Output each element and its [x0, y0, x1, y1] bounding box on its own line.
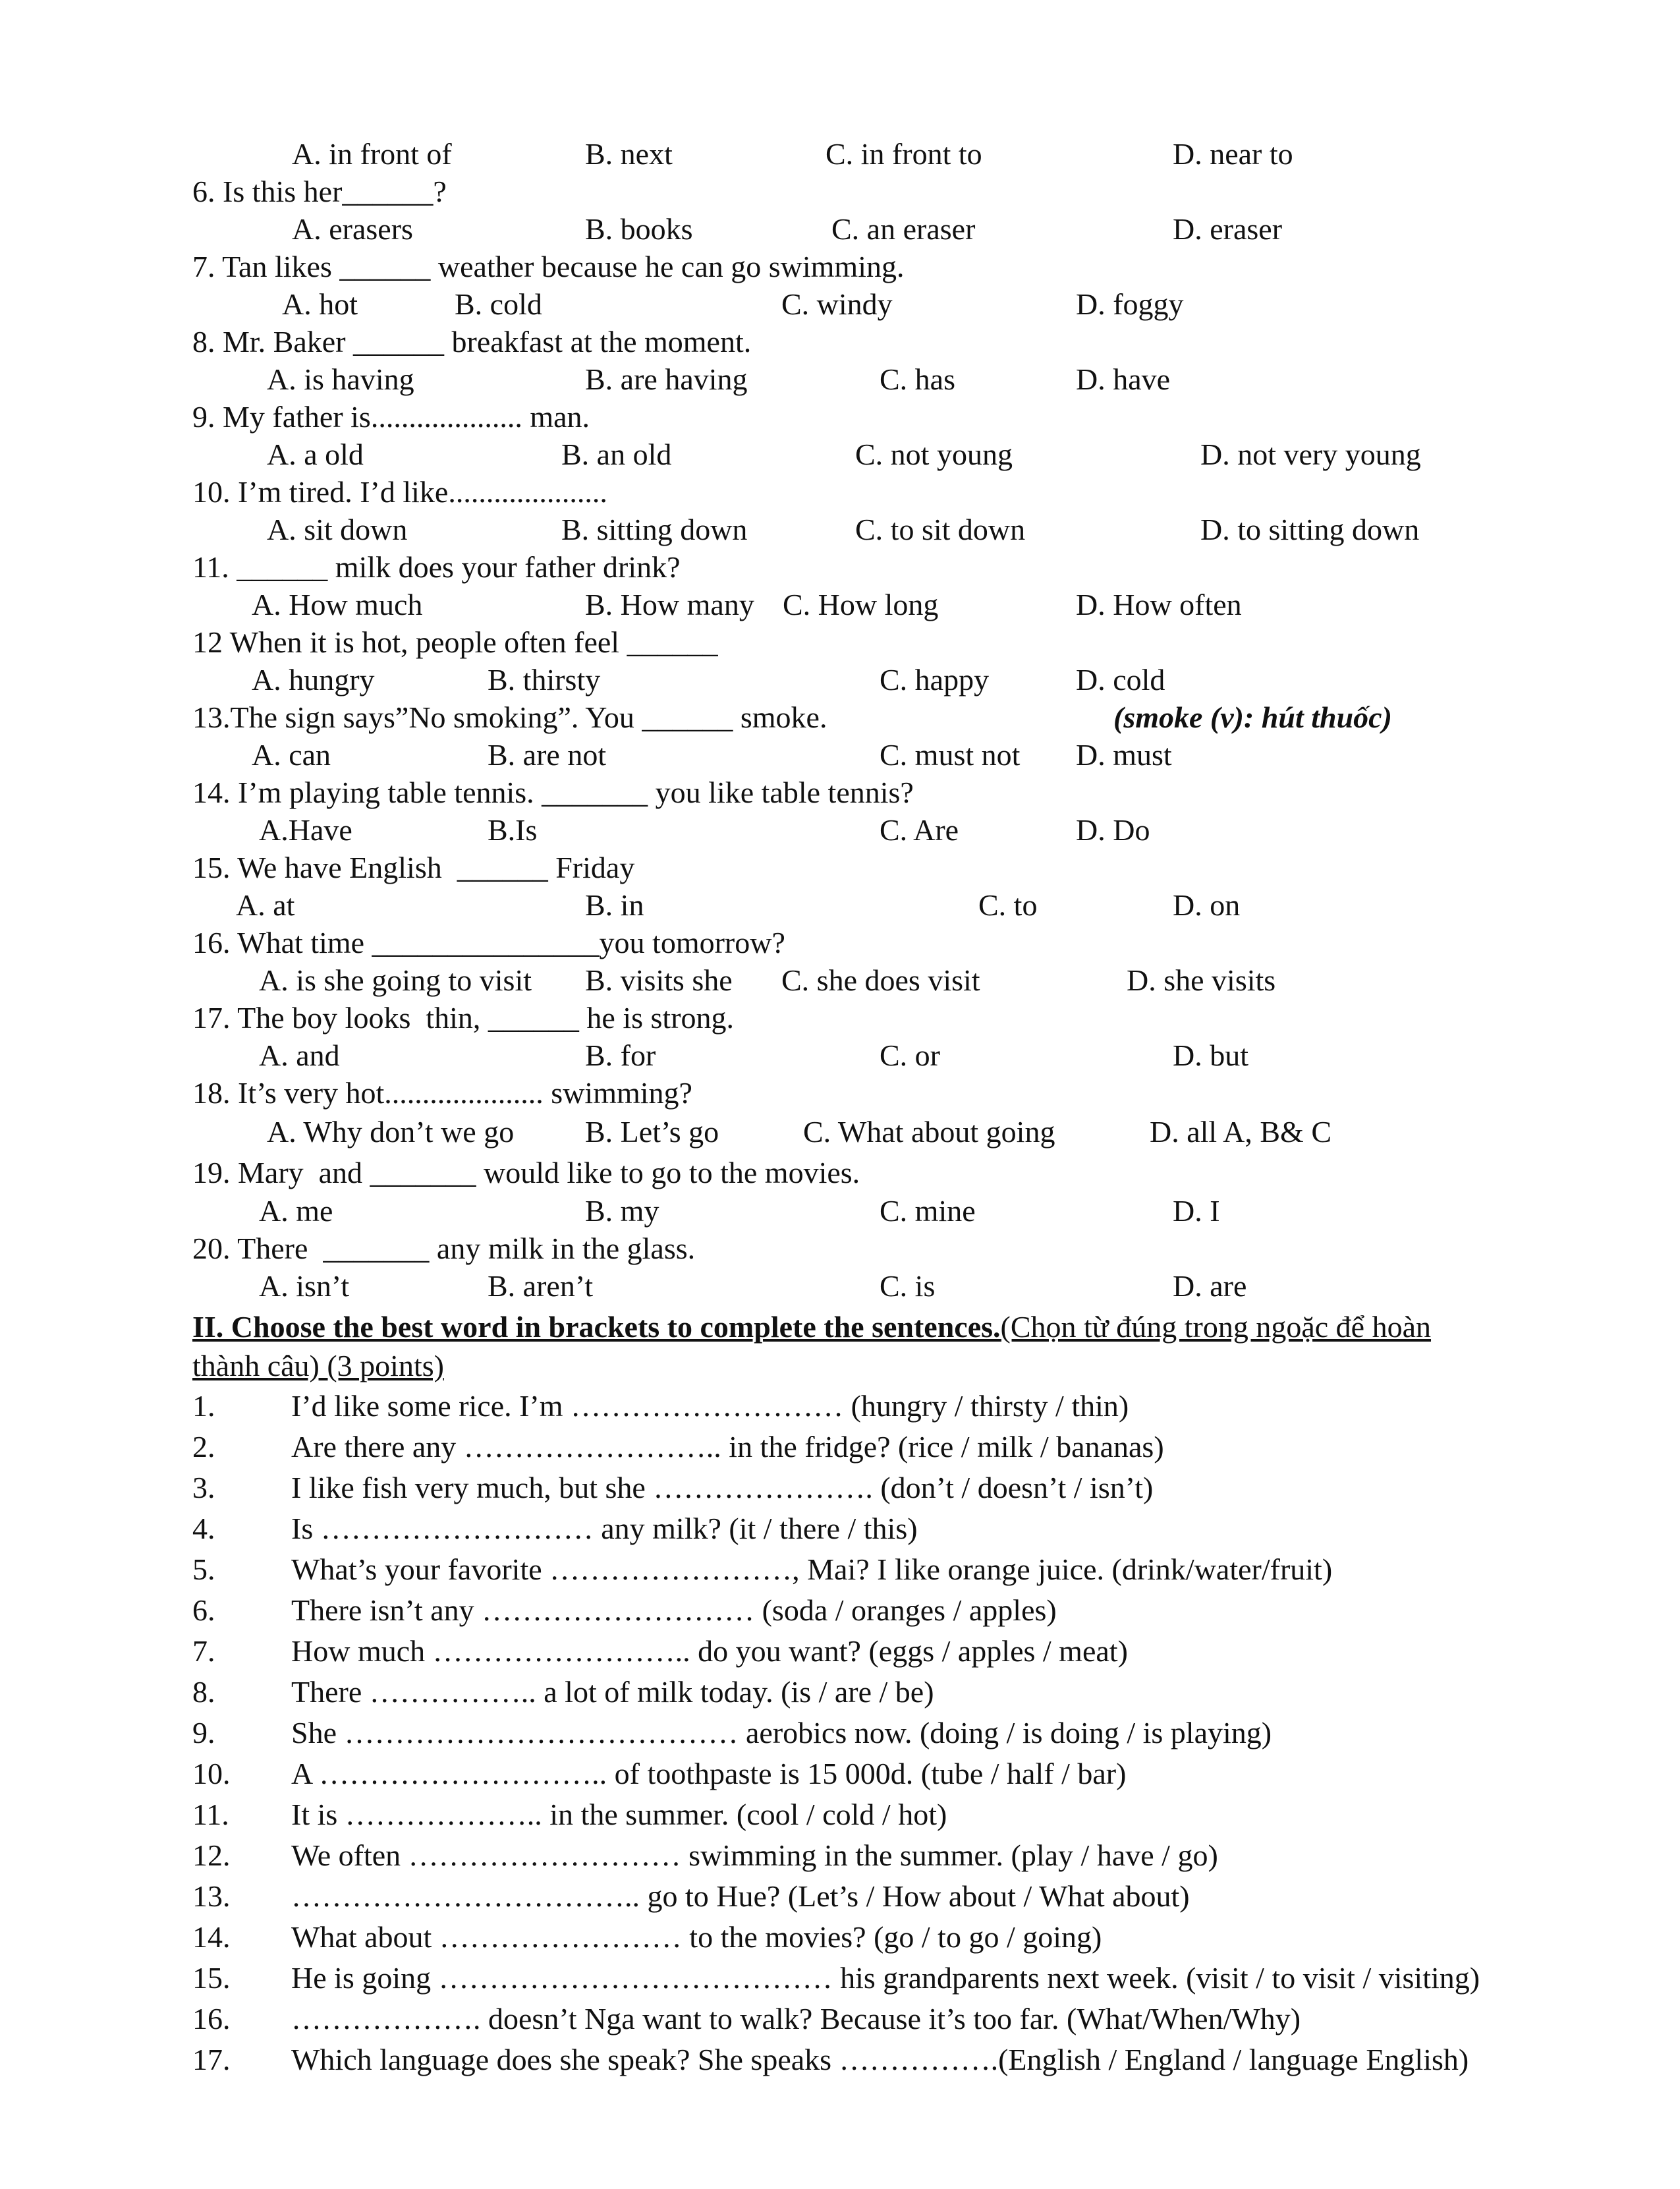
item-number: 10.	[192, 1757, 231, 1790]
list-item	[0, 1429, 1680, 1465]
option-d: D. foggy	[1076, 287, 1184, 321]
question-stem: 14. I’m playing table tennis. _______ you like table tennis?	[192, 776, 914, 809]
question-options	[0, 511, 1680, 548]
question-stem: 19. Mary and _______ would like to go to the movies.	[192, 1156, 860, 1189]
option-c: C. not young	[855, 438, 1013, 471]
option-c: C. How long	[783, 588, 939, 621]
list-item	[0, 1960, 1680, 1997]
option-d: D. cold	[1076, 663, 1165, 696]
list-item	[0, 1592, 1680, 1629]
list-item	[0, 2001, 1680, 2037]
question-stem: 10. I’m tired. I’d like.....................	[192, 475, 607, 509]
option-c: C. she does visit	[781, 963, 980, 997]
item-text: ………………. doesn’t Nga want to walk? Because it’s too far. (What/When/Why)	[291, 2002, 1301, 2035]
question-stem: 20. There _______ any milk in the glass.	[192, 1232, 696, 1265]
list-item	[0, 1878, 1680, 1915]
option-a: A. hot	[282, 287, 358, 321]
option-b: B.Is	[488, 813, 538, 847]
option-a: A. sit down	[267, 513, 408, 546]
question-options	[0, 211, 1680, 248]
option-d: D. on	[1173, 888, 1241, 922]
option-b: B. my	[585, 1194, 659, 1228]
question-options	[0, 737, 1680, 774]
item-text: What’s your favorite ……………………, Mai? I like orange juice. (drink/water/fruit)	[291, 1552, 1333, 1586]
question-options	[0, 662, 1680, 698]
option-b: B. in	[585, 888, 644, 922]
list-item	[0, 1551, 1680, 1588]
option-b: B. an old	[561, 438, 672, 471]
question-stem: 15. We have English ______ Friday	[192, 851, 635, 884]
section-heading-cont	[0, 1348, 1680, 1384]
question-options	[0, 962, 1680, 999]
item-number: 16.	[192, 2002, 231, 2035]
question-options	[0, 1268, 1680, 1305]
item-number: 8.	[192, 1675, 215, 1709]
option-c: C. What about going	[803, 1115, 1055, 1149]
question-stem: 13.The sign says”No smoking”. You ______ smoke. (smoke (v): hút thuốc)	[0, 699, 1680, 736]
item-text: I’d like some rice. I’m ……………………… (hungry / thirsty / thin)	[291, 1389, 1129, 1423]
option-d: D. eraser	[1173, 212, 1283, 246]
option-a: A. and	[259, 1038, 340, 1072]
question-stem: 18. It’s very hot..................... swimming?	[192, 1076, 692, 1110]
item-number: 12.	[192, 1838, 231, 1872]
option-d: D. I	[1173, 1194, 1220, 1228]
question-options	[0, 887, 1680, 924]
section-points: thành câu) (3 points)	[192, 1349, 444, 1382]
option-d: D. must	[1076, 738, 1172, 772]
option-d: D. but	[1173, 1038, 1248, 1072]
item-number: 2.	[192, 1430, 215, 1464]
item-number: 4.	[192, 1512, 215, 1545]
item-number: 11.	[192, 1798, 229, 1831]
item-text: There isn’t any ……………………… (soda / oranges / apples)	[291, 1593, 1057, 1627]
option-b: B. thirsty	[488, 663, 601, 696]
list-item	[0, 1469, 1680, 1506]
option-a: A. is she going to visit	[259, 963, 532, 997]
list-item	[0, 1796, 1680, 1833]
question-stem: 16. What time _______________you tomorrow?	[192, 926, 785, 959]
section-heading	[0, 1309, 1680, 1346]
option-a: A. at	[236, 888, 295, 922]
option-b: B. aren’t	[488, 1269, 594, 1303]
option-c: C. mine	[880, 1194, 976, 1228]
item-number: 1.	[192, 1389, 215, 1423]
item-number: 17.	[192, 2043, 231, 2076]
option-c: C. to	[978, 888, 1038, 922]
option-d: D. she visits	[1127, 963, 1276, 997]
option-d: D. not very young	[1200, 438, 1421, 471]
question-options	[0, 812, 1680, 849]
section-subtitle: (Chọn từ đúng trong ngoặc để hoàn	[1000, 1310, 1432, 1344]
item-text: What about …………………… to the movies? (go / to go / going)	[291, 1920, 1102, 1954]
item-text: We often ……………………… swimming in the summer. (play / have / go)	[291, 1838, 1218, 1872]
list-item	[0, 1919, 1680, 1956]
option-c: C. to sit down	[855, 513, 1026, 546]
question-stem: 6. Is this her______?	[192, 175, 447, 208]
question-options	[0, 361, 1680, 398]
list-item	[0, 1388, 1680, 1425]
question-options	[0, 1037, 1680, 1074]
option-c: C. has	[880, 362, 955, 396]
item-text: I like fish very much, but she …………………. (don’t / doesn’t / isn’t)	[291, 1471, 1154, 1504]
list-item	[0, 1510, 1680, 1547]
item-number: 13.	[192, 1879, 231, 1913]
option-b: B. visits she	[585, 963, 733, 997]
option-d: D. to sitting down	[1200, 513, 1420, 546]
question-stem: 8. Mr. Baker ______ breakfast at the moment.	[192, 325, 752, 358]
option-a: A. in front of	[292, 137, 452, 171]
question-stem: 12 When it is hot, people often feel ______	[192, 625, 718, 659]
question-stem: 9. My father is.................... man.	[192, 400, 590, 434]
question-stem: 17. The boy looks thin, ______ he is strong.	[192, 1001, 735, 1035]
option-b: B. are not	[488, 738, 607, 772]
option-b: B. cold	[455, 287, 542, 321]
option-b: B. books	[585, 212, 693, 246]
item-number: 6.	[192, 1593, 215, 1627]
option-a: A. is having	[267, 362, 414, 396]
item-text: She ………………………………… aerobics now. (doing / is doing / is playing)	[291, 1716, 1272, 1749]
item-number: 7.	[192, 1634, 215, 1668]
list-item	[0, 1715, 1680, 1751]
option-c: C. happy	[880, 663, 990, 696]
list-item	[0, 1755, 1680, 1792]
option-c: C. is	[880, 1269, 936, 1303]
item-text: How much …………………….. do you want? (eggs / apples / meat)	[291, 1634, 1128, 1668]
question-options	[0, 586, 1680, 623]
list-item	[0, 2041, 1680, 2078]
item-number: 5.	[192, 1552, 215, 1586]
q5-options	[0, 136, 1680, 173]
option-b: B. sitting down	[561, 513, 748, 546]
option-b: B. are having	[585, 362, 748, 396]
option-d: D. have	[1076, 362, 1171, 396]
list-item	[0, 1837, 1680, 1874]
option-c: C. an eraser	[831, 212, 976, 246]
option-d: D. are	[1173, 1269, 1247, 1303]
option-c: C. must not	[880, 738, 1021, 772]
question-options	[0, 1114, 1680, 1151]
question-options	[0, 286, 1680, 323]
option-b: B. Let’s go	[585, 1115, 719, 1149]
section-title: II. Choose the best word in brackets to complete the sentences.	[192, 1310, 1001, 1344]
question-options	[0, 1193, 1680, 1230]
item-text: …………………………….. go to Hue? (Let’s / How about / What about)	[291, 1879, 1190, 1913]
option-a: A. hungry	[252, 663, 375, 696]
option-a: A. Why don’t we go	[267, 1115, 515, 1149]
option-a: A. me	[259, 1194, 333, 1228]
option-d: D. near to	[1173, 137, 1293, 171]
option-d: D. all A, B& C	[1150, 1115, 1332, 1149]
option-b: B. How many	[585, 588, 754, 621]
item-text: A ……………………….. of toothpaste is 15 000d. (tube / half / bar)	[291, 1757, 1127, 1790]
item-number: 3.	[192, 1471, 215, 1504]
option-a: A. How much	[252, 588, 423, 621]
item-number: 9.	[192, 1716, 215, 1749]
option-a: A. can	[252, 738, 331, 772]
option-c: C. in front to	[826, 137, 982, 171]
vocabulary-note: (smoke (v): hút thuốc)	[1113, 700, 1392, 734]
item-text: It is ……………….. in the summer. (cool / cold / hot)	[291, 1798, 947, 1831]
list-item	[0, 1633, 1680, 1670]
item-number: 14.	[192, 1920, 231, 1954]
item-text: There …………….. a lot of milk today. (is / are / be)	[291, 1675, 934, 1709]
question-stem: 7. Tan likes ______ weather because he can go swimming.	[192, 250, 905, 283]
list-item	[0, 1674, 1680, 1711]
option-a: A. a old	[267, 438, 364, 471]
option-d: D. Do	[1076, 813, 1150, 847]
item-text: Which language does she speak? She speaks …………….(English / England / language English)	[291, 2043, 1469, 2076]
item-number: 15.	[192, 1961, 231, 1995]
option-a: A. isn’t	[259, 1269, 350, 1303]
question-stem: 11. ______ milk does your father drink?	[192, 550, 681, 584]
option-c: C. or	[880, 1038, 940, 1072]
option-a: A. erasers	[292, 212, 413, 246]
item-text: Are there any …………………….. in the fridge? (rice / milk / bananas)	[291, 1430, 1164, 1464]
option-c: C. Are	[880, 813, 959, 847]
item-text: He is going ………………………………… his grandparents next week. (visit / to visit / visiting)	[291, 1961, 1480, 1995]
question-options	[0, 436, 1680, 473]
option-b: B. next	[585, 137, 673, 171]
option-b: B. for	[585, 1038, 656, 1072]
item-text: Is ……………………… any milk? (it / there / this)	[291, 1512, 918, 1545]
option-c: C. windy	[781, 287, 893, 321]
option-d: D. How often	[1076, 588, 1242, 621]
option-a: A.Have	[259, 813, 352, 847]
